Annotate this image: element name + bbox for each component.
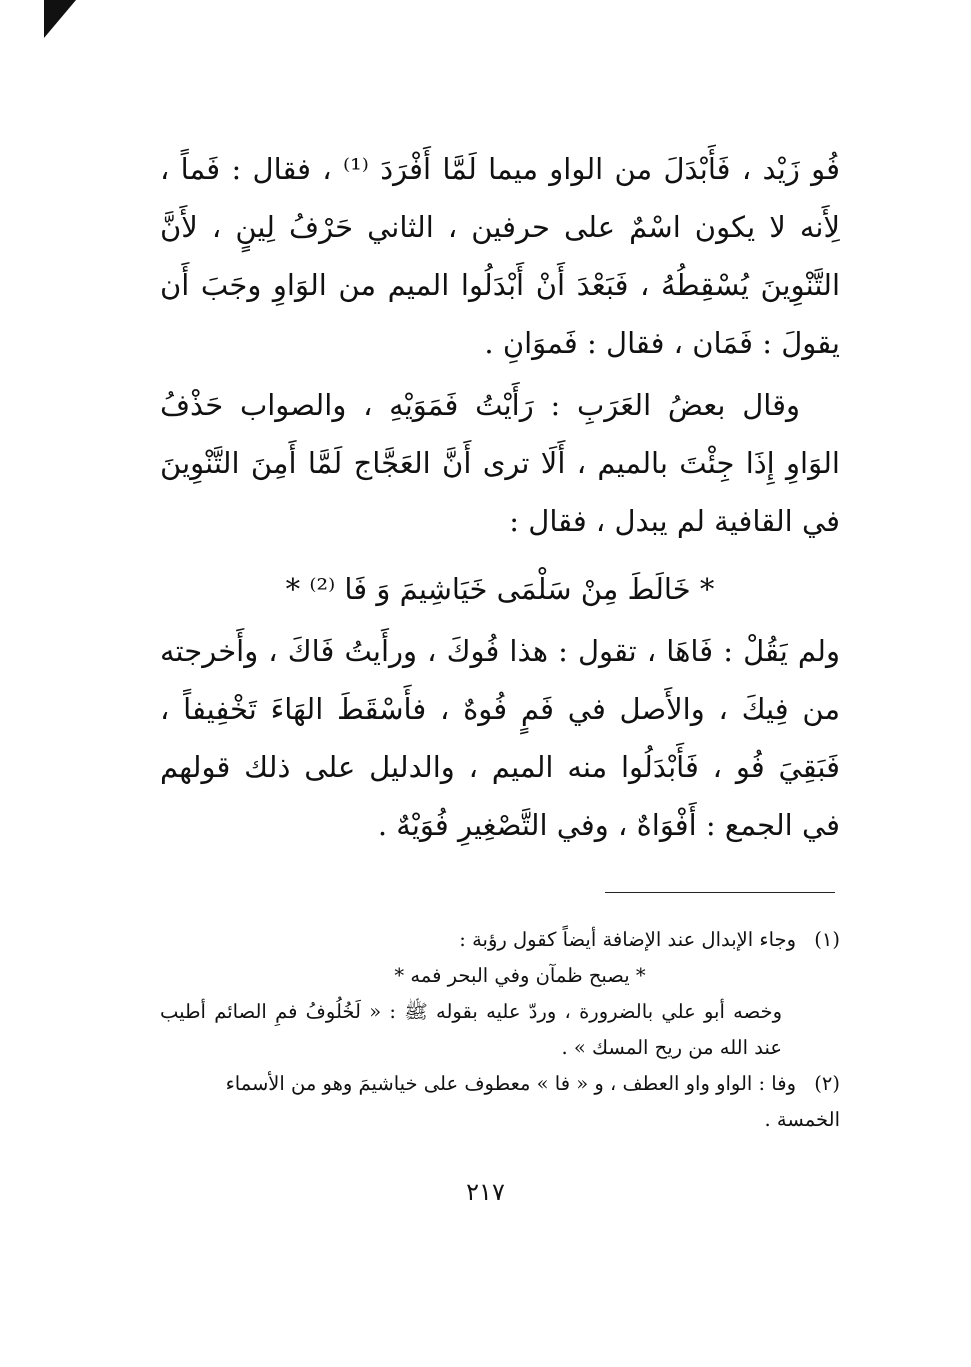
page-number: ٢١٧ (466, 1178, 505, 1206)
paragraph-1: فُو زَيْد ، فَأَبْدَلَ من الواو ميما لَمَّا أَفْرَدَ ⁽¹⁾ ، فقال : فَماً ، لِأَنه لا يكون اسْمٌ على حرفين ، الثاني حَرْفُ لِينٍ ، لأَنَّ التَّنْوِينَ يُسْقِطُهُ ، فَبَعْدَ أَنْ أَبْدَلُوا الميم من الوَاوِ وجَبَ أَن يقولَ : فَمَان ، فقال : فَموَانِ . (160, 152, 840, 360)
footnote-2-number: (٢) (814, 1072, 840, 1095)
footnote-1 (160, 922, 840, 958)
paragraph-3: ولم يَقُلْ : فَاهَا ، تقول : هذا فُوكَ ، ورأَيتُ فَاكَ ، وأَخرجته من فِيكَ ، والأَصل في فَمٍ فُوهٌ ، فأَسْقَطَ الهَاءَ تَخْفِيفاً ، فَبَقِيَ فُو ، فَأَبْدَلُوا منه الميم ، والدليل على ذلك قولهم في الجمع : أَفْوَاهٌ ، وفي التَّصْغِيرِ فُوَيْهٌ . (160, 634, 840, 842)
main-text-block (160, 140, 840, 854)
paragraph-2: وقال بعضُ العَرَبِ : رَأَيْتُ فَمَوَيْهِ ، والصواب حَذْفُ الوَاوِ إِذَا جِئْتَ بالميم ، أَلَا ترى أَنَّ العَجَّاج لَمَّا أَمِنَ التَّنْوِينَ في القافية لم يبدل ، فقال : (160, 388, 840, 538)
verse-line: * خَالَطَ مِنْ سَلْمَى خَيَاشِيمَ وَ فَا ⁽²⁾ * (285, 572, 715, 606)
footnote-separator (605, 892, 835, 893)
footnote-1-verse: * يصبح ظمآن وفي البحر فمه * (394, 964, 646, 987)
footnote-1-number: (١) (814, 928, 840, 951)
footnote-1-continuation: وخصه أبو علي بالضرورة ، وردّ عليه بقوله ﷺ : « لَخُلُوفُ فمِ الصائم أطيب عند الله من ريح المسك » . (160, 1000, 782, 1059)
footnote-2-text: وفا : الواو واو العطف ، و « فا » معطوف على خياشيمَ وهو من الأسماء الخمسة . (225, 1072, 840, 1131)
corner-crop-mark (44, 0, 76, 38)
footnote-1-text: وجاء الإبدال عند الإضافة أيضاً كقول رؤبة : (459, 928, 796, 951)
footnotes-block (160, 922, 840, 1138)
footnote-2 (160, 1066, 840, 1138)
